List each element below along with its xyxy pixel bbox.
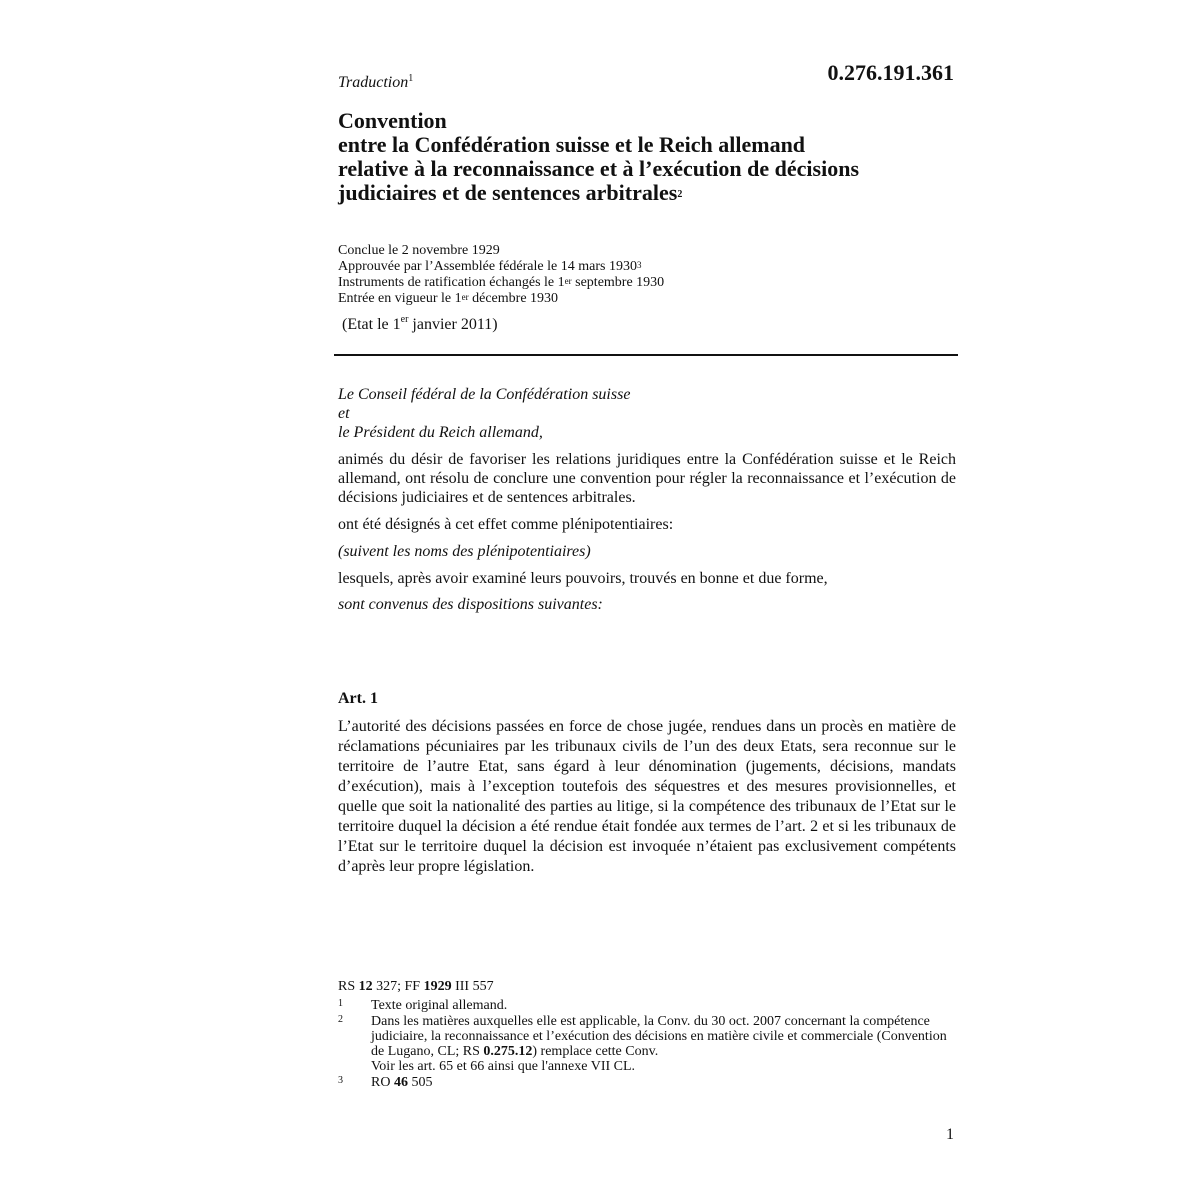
footnote-2-paragraph (371, 1014, 951, 1059)
source-rs-page: 327; FF (372, 979, 424, 994)
preamble-plenipotentiaries: (suivent les noms des plénipotentiaires) (338, 543, 591, 560)
footnote-text (371, 1075, 958, 1090)
date-instruments-pre: Instruments de ratification échangés le 1 (338, 275, 565, 290)
footnote-text (371, 1014, 958, 1074)
footnote-3-text-post: 505 (407, 1075, 433, 1090)
date-conclue: Conclue le 2 novembre 1929 (338, 243, 500, 258)
article-1-title: Art. 1 (338, 690, 378, 707)
date-entree (338, 291, 664, 307)
footnote-text: Texte original allemand. (371, 998, 508, 1013)
date-entree-post: décembre 1930 (468, 291, 559, 306)
article-1-body: L’autorité des décisions passées en force de chose jugée, rendues dans un procès en matière de réclamations pécuniaires par les tribunaux civils de l’un des deux Etats, sera reconnue sur le territoire de l’autre Etat, sans égard à leur dénomination (jugements, décisions, mandats d’exécution), mais à l’exception toutefois des séquestres et des mesures provisionnelles, et quelle que soit la nationalité des parties au litige, si la compétence des tribunaux de l’Etat sur le territoire duquel la décision a été rendue était fondée aux termes de l’art. 2 et si les tribunaux de l’Etat sur le territoire duquel la décision est invoquée n’étaient pas exclusivement compétents d’après leur propre législation. (338, 718, 956, 875)
preamble-agreed: sont convenus des dispositions suivantes: (338, 596, 603, 613)
status-date-pre: (Etat le 1 (342, 316, 401, 333)
footnote-number: 3 (338, 1075, 343, 1086)
preamble-and: et (338, 405, 350, 422)
status-date-sup: er (400, 314, 409, 325)
translation-note (338, 74, 413, 92)
document-dates (338, 243, 664, 307)
page-number: 1 (946, 1126, 954, 1143)
title-line-4 (338, 181, 958, 205)
source-rs-label: RS (338, 979, 359, 994)
title-line-1: Convention (338, 108, 447, 133)
status-date-post: janvier 2011) (408, 316, 498, 333)
title-line-3: relative à la reconnaissance et à l’exécution de décisions (338, 156, 860, 181)
header-divider (334, 354, 958, 356)
preamble (338, 385, 956, 614)
date-instruments (338, 275, 664, 291)
source-ff-page: III 557 (451, 979, 494, 994)
footnote-ref-2[interactable]: 2 (677, 189, 683, 200)
status-date (342, 316, 498, 334)
date-instruments-sup: er (564, 276, 572, 286)
date-entree-pre: Entrée en vigueur le 1 (338, 291, 462, 306)
footnote-number: 2 (338, 1014, 343, 1025)
footnotes (338, 979, 958, 1090)
footnote-2-text-pre: Dans les matières auxquelles elle est applicable, la Conv. du 30 oct. 2007 concernant la compétence judiciaire, la reconnaissance et l’exécution des décisions en matière civile et commerciale (Convention de Lugano, CL; RS (371, 1014, 947, 1059)
footnote-2-rs-number[interactable]: 0.275.12 (483, 1044, 533, 1059)
preamble-powers: lesquels, après avoir examiné leurs pouvoirs, trouvés en bonne et due forme, (338, 570, 828, 587)
date-entree-sup: er (461, 292, 469, 302)
date-instruments-post: septembre 1930 (571, 275, 665, 290)
date-approuvee (338, 259, 664, 275)
document-title (338, 109, 958, 205)
preamble-purpose: animés du désir de favoriser les relations juridiques entre la Confédération suisse et le Reich allemand, ont résolu de conclure une convention pour régler la reconnaissance et l’exécution de décisions judiciaires et de sentences arbitrales. (338, 451, 956, 506)
source-rs-volume: 12 (358, 979, 373, 994)
preamble-designated: ont été désignés à cet effet comme plénipotentiaires: (338, 516, 674, 533)
footnote-2-line-2: Voir les art. 65 et 66 ainsi que l'annexe VII CL. (371, 1059, 636, 1074)
footnote-3-text-pre: RO (371, 1075, 394, 1090)
footnote-2-text-post: ) remplace cette Conv. (532, 1044, 659, 1059)
footnote-3 (338, 1075, 958, 1090)
source-ff-year: 1929 (423, 979, 452, 994)
preamble-party-1: Le Conseil fédéral de la Confédération suisse (338, 386, 631, 403)
title-line-4-text: judiciaires et de sentences arbitrales (338, 180, 678, 205)
footnote-1 (338, 998, 958, 1013)
footnote-2 (338, 1014, 958, 1074)
date-approuvee-text: Approuvée par l’Assemblée fédérale le 14 mars 1930 (338, 259, 637, 274)
footnote-ref-1[interactable]: 1 (408, 73, 414, 84)
rs-number: 0.276.191.361 (827, 60, 954, 85)
footnote-number: 1 (338, 998, 343, 1009)
footnote-source (338, 979, 958, 994)
title-line-2: entre la Confédération suisse et le Reich allemand (338, 132, 806, 157)
footnote-3-volume: 46 (393, 1075, 408, 1090)
footnote-ref-3[interactable]: 3 (636, 260, 642, 270)
translation-label: Traduction (338, 74, 409, 91)
preamble-party-2: le Président du Reich allemand, (338, 424, 543, 441)
